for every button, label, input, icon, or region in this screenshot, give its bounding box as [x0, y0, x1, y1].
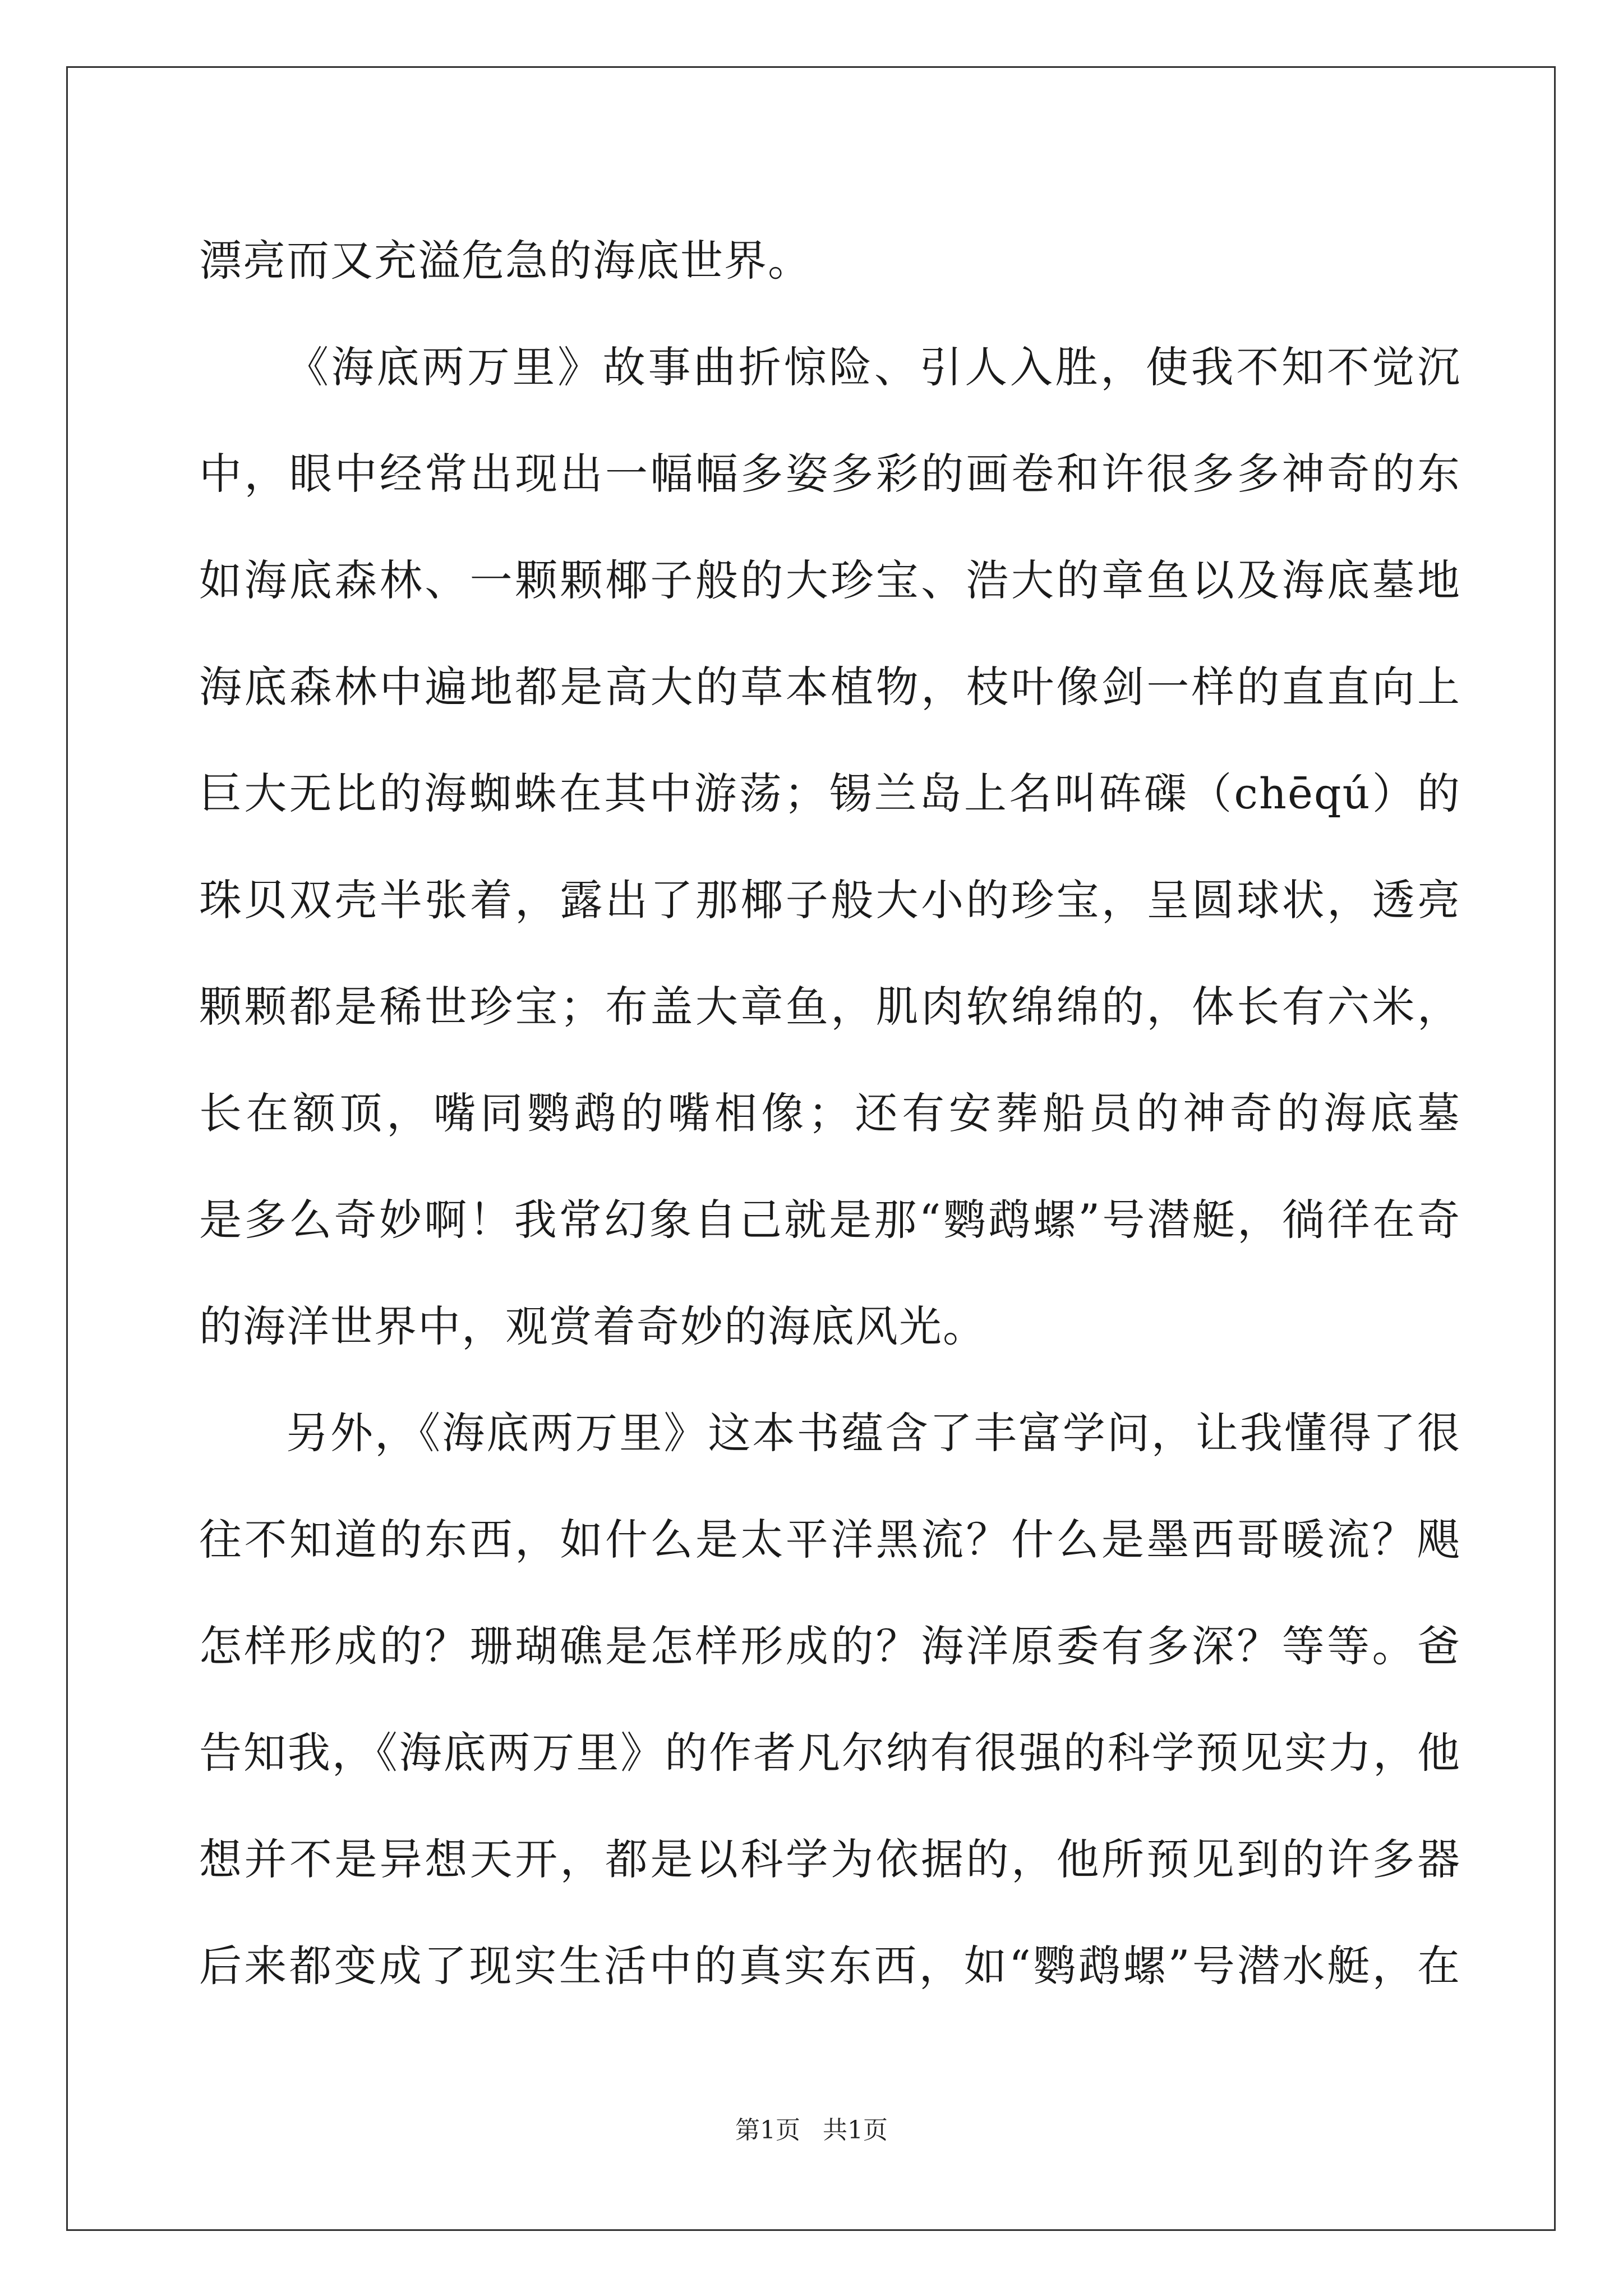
text-line: 如海底森林、一颗颗椰子般的大珍宝、浩大的章鱼以及海底墓地	[199, 555, 1461, 605]
text-line: 告知我，《海底两万里》的作者凡尔纳有很强的科学预见实力，他	[199, 1728, 1461, 1778]
text-line: 怎样形成的？珊瑚礁是怎样形成的？海洋原委有多深？等等。爸	[199, 1621, 1461, 1671]
text-line: 的海洋世界中，观赏着奇妙的海底风光。	[199, 1301, 986, 1351]
document-body	[199, 208, 1461, 2019]
text-line: 长在额顶，嘴同鹦鹉的嘴相像；还有安葬船员的神奇的海底墓	[199, 1088, 1461, 1138]
text-line: 想并不是异想天开，都是以科学为依据的，他所预见到的许多器	[199, 1834, 1461, 1884]
text-line: 颗颗都是稀世珍宝；布盖大章鱼，肌肉软绵绵的，体长有六米，	[199, 982, 1461, 1032]
page-number: 第1页	[735, 2116, 800, 2145]
text-line: 后来都变成了现实生活中的真实东西，如“鹦鹉螺”号潜水艇，在	[199, 1941, 1461, 1991]
text-line: 另外，《海底两万里》这本书蕴含了丰富学问，让我懂得了很	[286, 1408, 1461, 1458]
text-line: 《海底两万里》故事曲折惊险、引人入胜，使我不知不觉沉	[286, 342, 1461, 392]
text-line: 中，眼中经常出现出一幅幅多姿多彩的画卷和许很多多神奇的东	[199, 449, 1461, 499]
text-line: 往不知道的东西，如什么是太平洋黑流？什么是墨西哥暖流？飓	[199, 1515, 1461, 1565]
page-total: 共1页	[823, 2116, 888, 2145]
page-footer	[0, 2114, 1623, 2147]
text-line: 海底森林中遍地都是高大的草本植物，枝叶像剑一样的直直向上	[199, 662, 1461, 712]
text-line: 漂亮而又充溢危急的海底世界。	[199, 236, 811, 286]
text-line: 是多么奇妙啊！我常幻象自己就是那“鹦鹉螺”号潜艇，徜徉在奇	[199, 1195, 1461, 1245]
text-line: 巨大无比的海蜘蛛在其中游荡；锡兰岛上名叫砗磲（chēqú）的	[199, 769, 1461, 818]
text-line: 珠贝双壳半张着，露出了那椰子般大小的珍宝，呈圆球状，透亮	[199, 875, 1461, 925]
